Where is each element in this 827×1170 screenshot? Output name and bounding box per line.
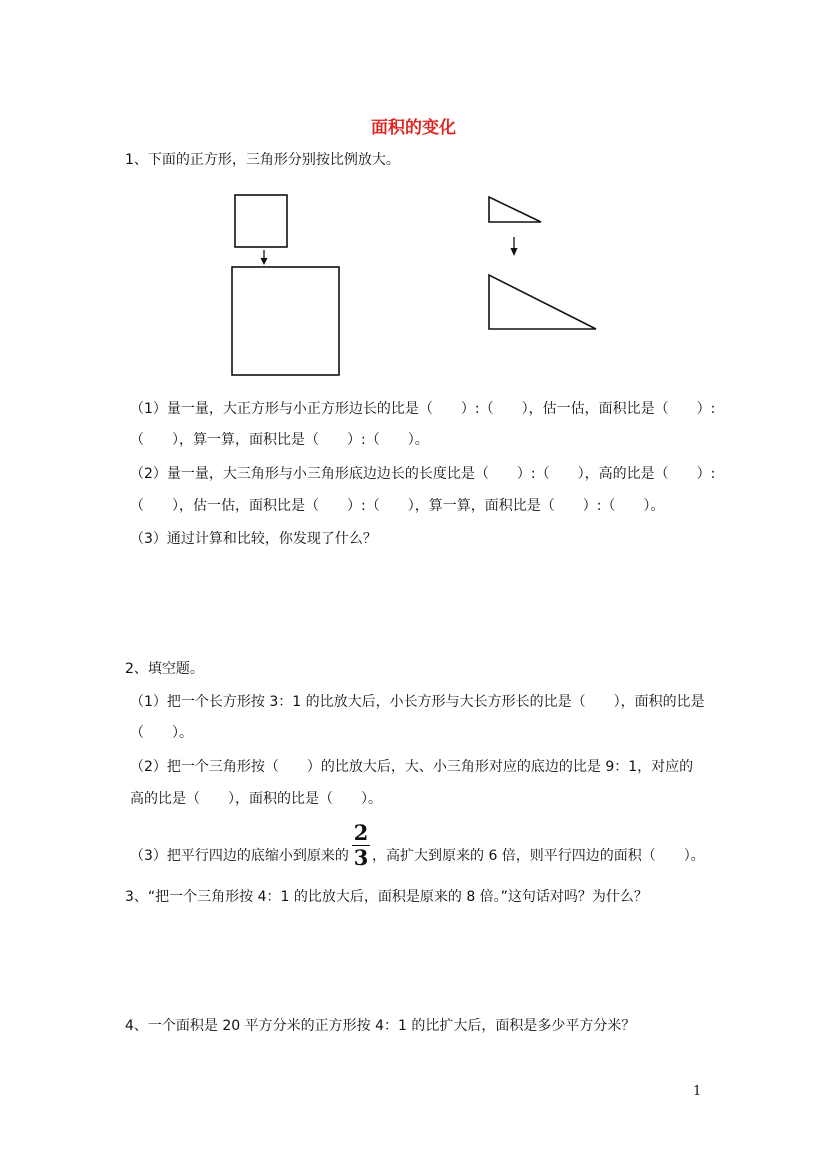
q2-part2-line2: 高的比是（ ），面积的比是（ ）。 — [130, 791, 382, 807]
page-title: 面积的变化 — [371, 118, 456, 138]
scaling-figures — [0, 0, 827, 400]
fraction-two-thirds — [352, 822, 370, 869]
page-number: 1 — [693, 1084, 702, 1099]
fraction-denominator: 3 — [353, 845, 369, 870]
small-square — [235, 195, 287, 247]
q2-part3-after: ，高扩大到原来的 6 倍，则平行四边的面积（ ）。 — [372, 848, 705, 864]
q1-part1-line1: （1）量一量，大正方形与小正方形边长的比是（ ）:（ ），估一估，面积比是（ ）: — [130, 401, 716, 417]
small-triangle — [489, 197, 541, 222]
q1-part2-line2: （ ），估一估，面积比是（ ）:（ ），算一算，面积比是（ ）:（ ）。 — [130, 498, 665, 514]
square-arrow-icon — [261, 250, 268, 265]
q1-part1-line2: （ ），算一算，面积比是（ ）:（ ）。 — [130, 432, 429, 448]
q1-part2-line1: （2）量一量，大三角形与小三角形底边边长的长度比是（ ）:（ ），高的比是（ ）: — [130, 466, 716, 482]
q1-part3: （3）通过计算和比较，你发现了什么？ — [130, 531, 377, 547]
question-3: 3、“把一个三角形按 4：1 的比放大后，面积是原来的 8 倍。”这句话对吗？为什么？ — [125, 889, 648, 905]
q2-part3-before: （3）把平行四边的底缩小到原来的 — [130, 848, 349, 864]
large-triangle — [489, 275, 596, 329]
large-square — [232, 267, 339, 375]
triangle-arrow-icon — [511, 237, 518, 256]
q2-part1-line2: （ ）。 — [130, 725, 193, 741]
fraction-numerator: 2 — [353, 820, 369, 845]
question-4: 4、一个面积是 20 平方分米的正方形按 4：1 的比扩大后，面积是多少平方分米？ — [125, 1018, 636, 1034]
question-2-stem: 2、填空题。 — [125, 661, 204, 677]
q2-part1-line1: （1）把一个长方形按 3：1 的比放大后，小长方形与大长方形长的比是（ ），面积的比是 — [130, 694, 705, 710]
question-1-stem: 1、下面的正方形，三角形分别按比例放大。 — [125, 152, 400, 168]
q2-part2-line1: （2）把一个三角形按（ ）的比放大后，大、小三角形对应的底边的比是 9：1，对应的 — [130, 759, 694, 775]
